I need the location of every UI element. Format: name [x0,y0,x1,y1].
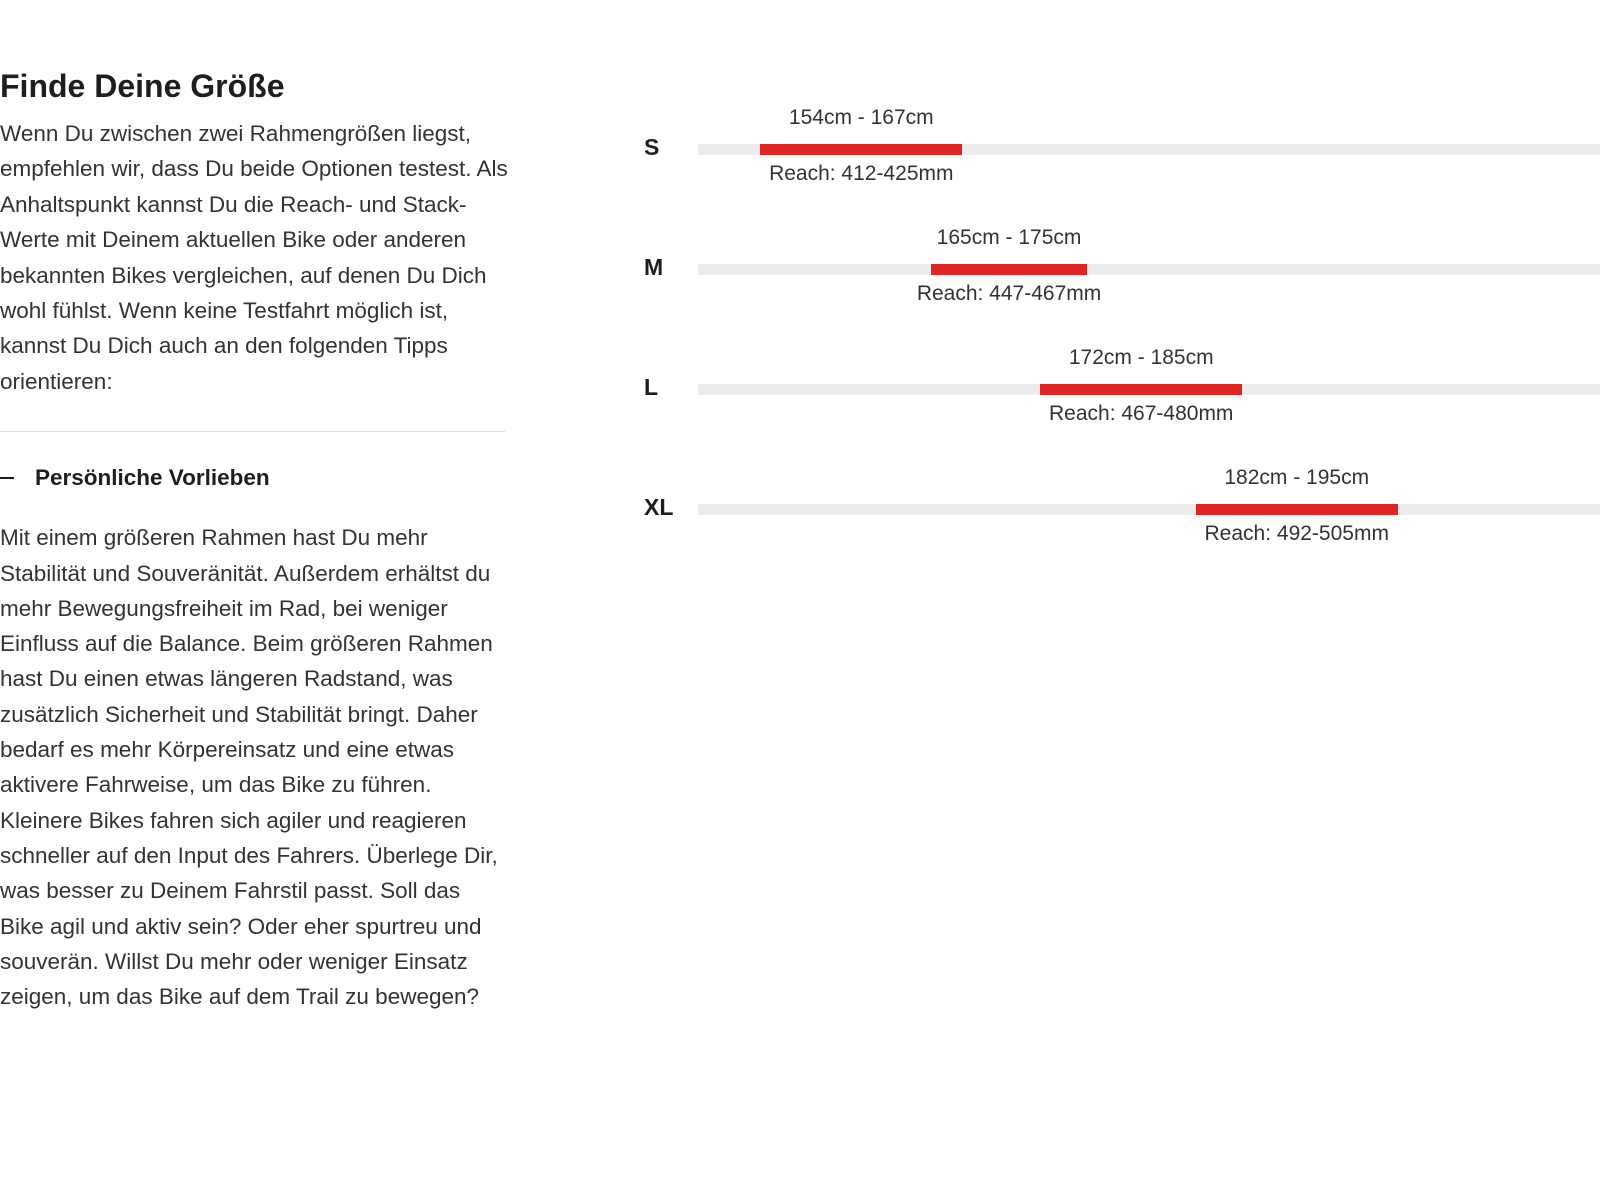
size-label: M [644,254,664,280]
accordion-toggle-personal-preferences[interactable] [0,450,510,506]
divider [0,431,505,432]
size-label: S [644,134,660,160]
size-row-s [620,100,1600,190]
size-row-xl [620,460,1600,550]
range-bar [1040,384,1242,395]
size-guide-text [0,64,510,1014]
reach-label: Reach: 492-505mm [1204,522,1389,545]
range-track [698,504,1600,515]
accordion-label: Persönliche Vorlieben [35,465,270,491]
range-track [698,264,1600,275]
minus-icon[interactable] [0,477,14,479]
page-title: Finde Deine Größe [0,68,285,104]
size-label: L [644,374,659,400]
range-bar [760,144,962,155]
reach-label: Reach: 412-425mm [769,162,954,185]
range-bar [931,264,1087,275]
height-range-label: 182cm - 195cm [1224,466,1370,489]
reach-label: Reach: 467-480mm [1049,402,1234,425]
intro-text: Wenn Du zwischen zwei Rahmengrößen liegst, empfehlen wir, dass Du beide Optionen testest. Als Anhaltspunkt kannst Du die Reach- und Stack-Werte mit Deinem aktuellen Bike oder anderen bekannten Bikes vergleichen, auf denen Du Dich wohl fühlst. Wenn keine Testfahrt möglich ist, kannst Du Dich auch an den folgenden Tipps orientieren: [0,121,508,394]
size-row-l [620,340,1600,430]
height-range-label: 154cm - 167cm [788,106,934,129]
accordion-content: Mit einem größeren Rahmen hast Du mehr Stabilität und Souveränität. Außerdem erhältst du mehr Bewegungsfreiheit im Rad, bei weniger Einfluss auf die Balance. Beim größeren Rahmen hast Du einen etwas längeren Radstand, was zusätzlich Sicherheit und Stabilität bringt. Daher bedarf es mehr Körpereinsatz und eine etwas aktivere Fahrweise, um das Bike zu führen. Kleinere Bikes fahren sich agiler und reagieren schneller auf den Input des Fahrers. Überlege Dir, was besser zu Deinem Fahrstil passt. Soll das Bike agil und aktiv sein? Oder eher spurtreu und souverän. Willst Du mehr oder weniger Einsatz zeigen, um das Bike auf dem Trail zu bewegen? [0,525,498,1010]
reach-label: Reach: 447-467mm [916,282,1102,305]
range-bar [1196,504,1398,515]
height-range-label: 172cm - 185cm [1068,346,1214,369]
size-label: XL [644,494,674,520]
size-row-m [620,220,1600,310]
height-range-label: 165cm - 175cm [936,226,1082,249]
size-chart [620,100,1600,570]
